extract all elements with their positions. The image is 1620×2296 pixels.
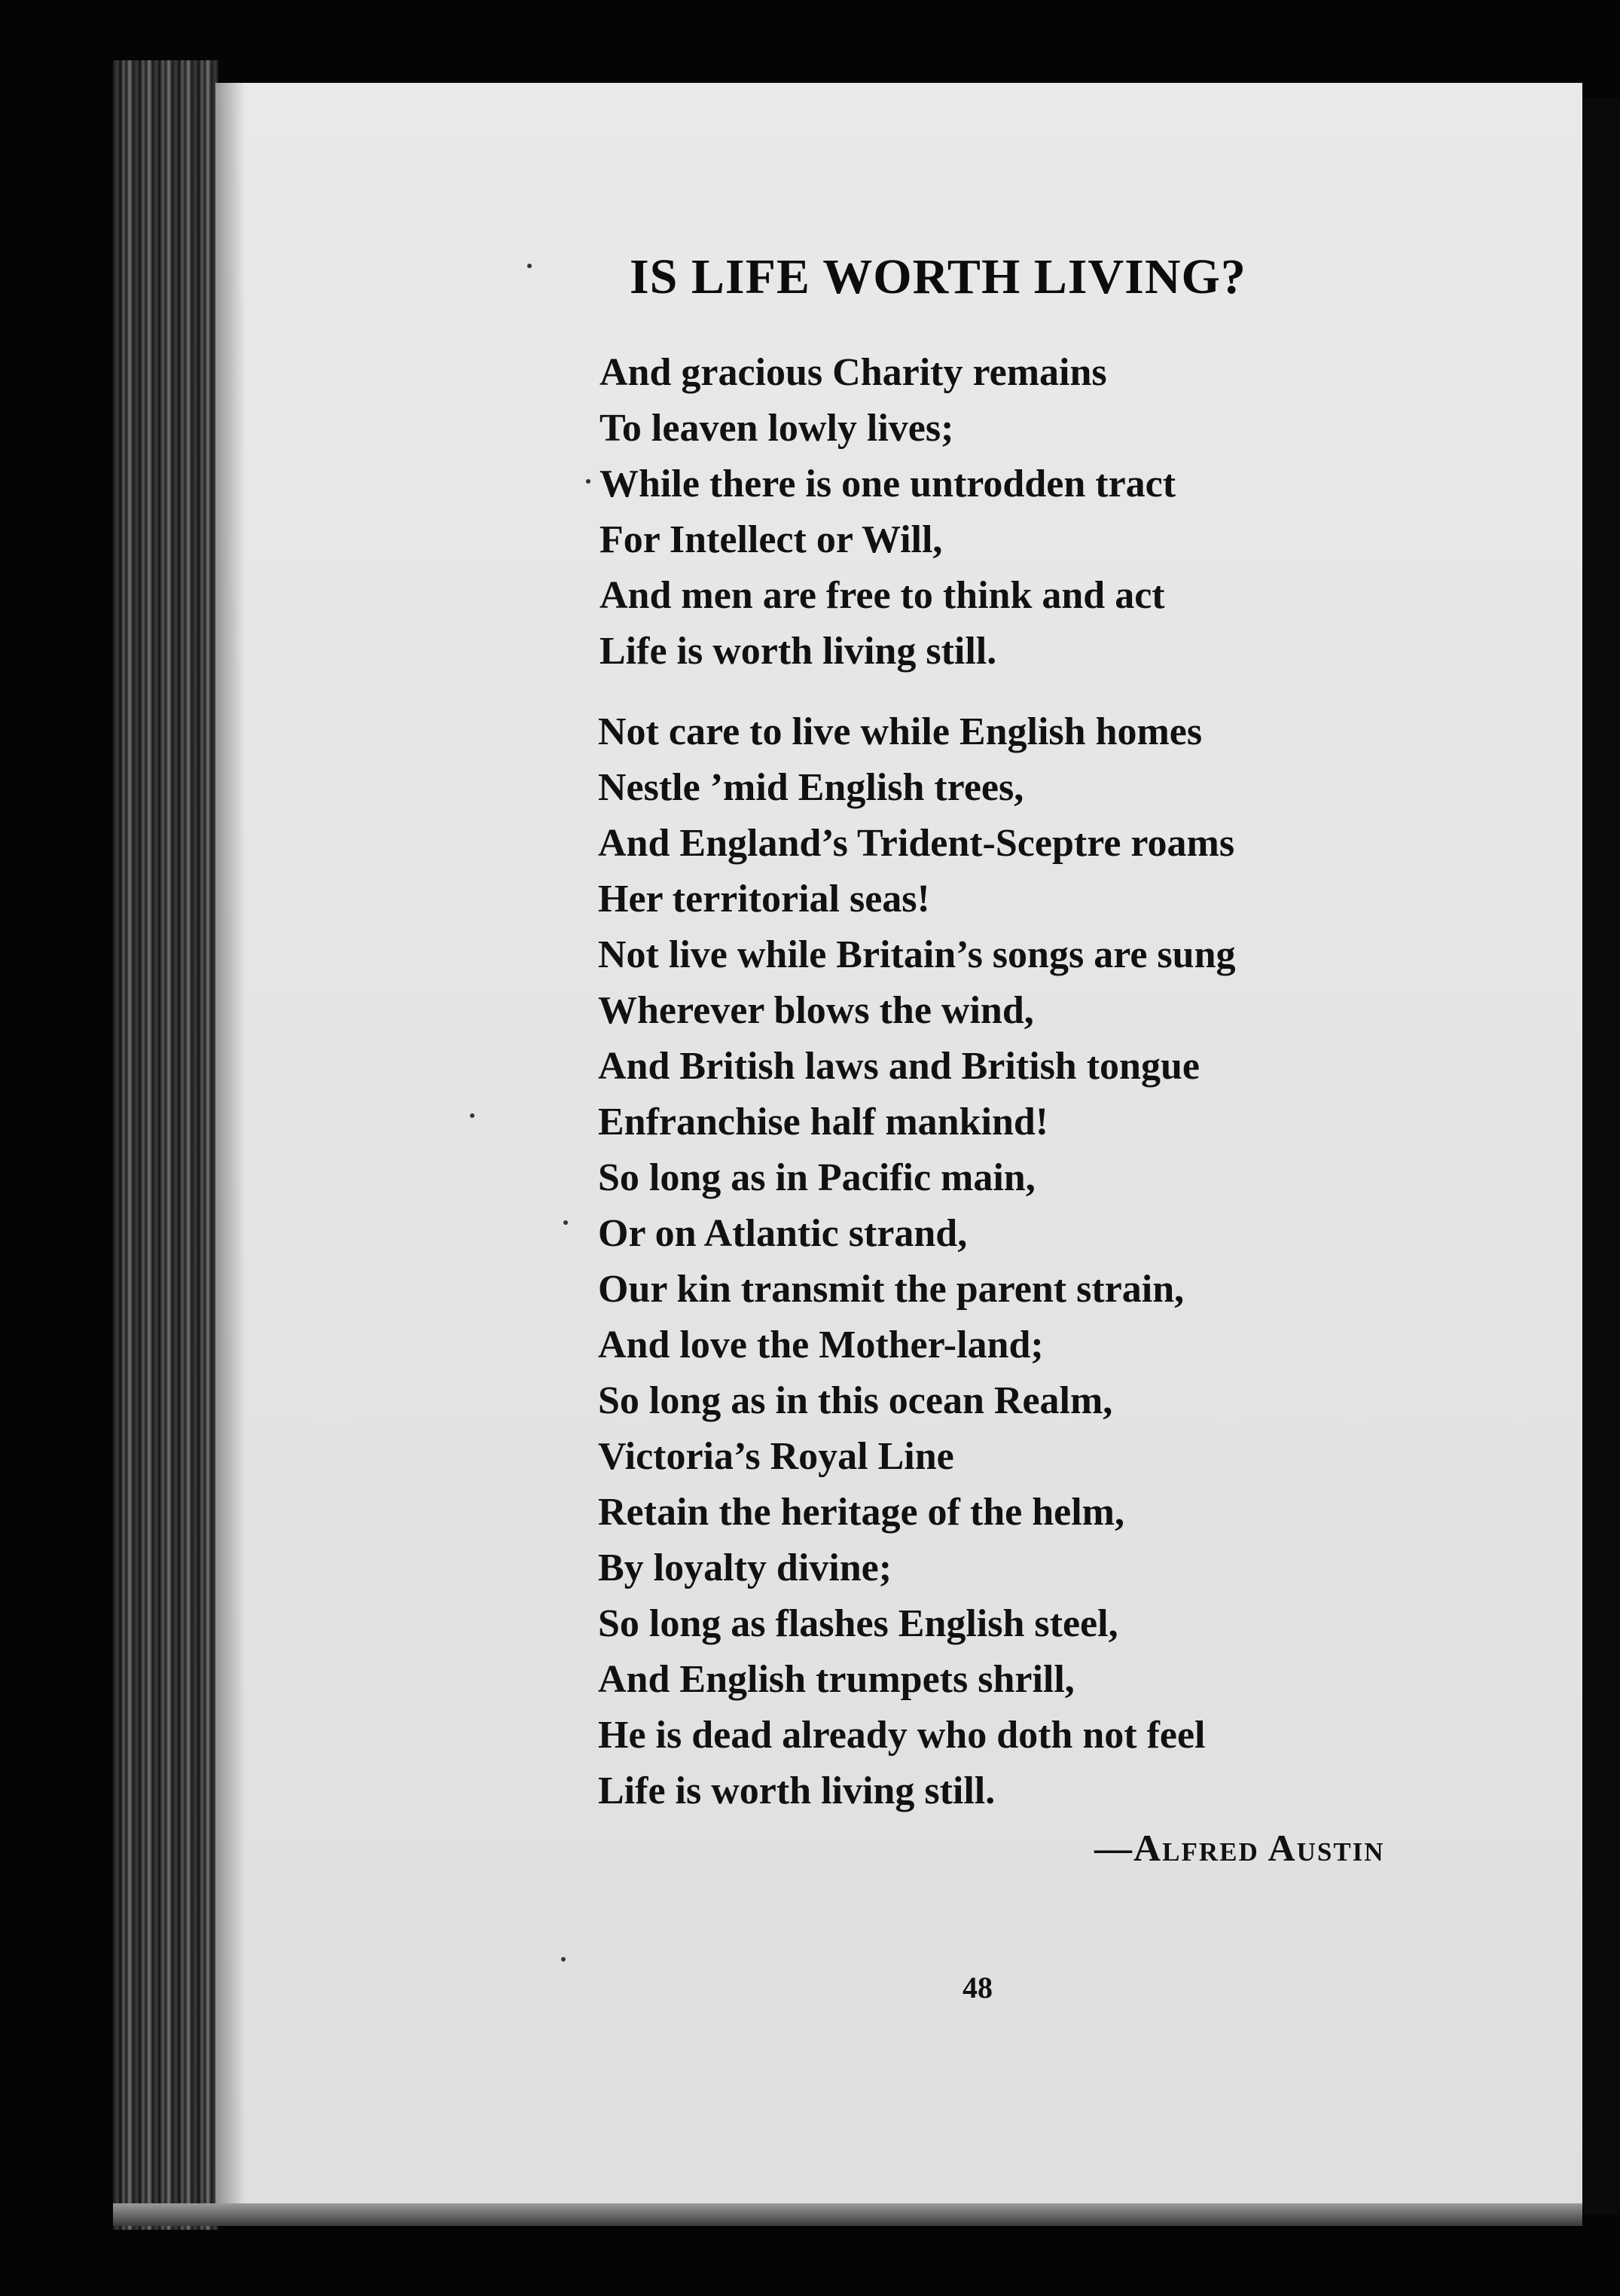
poem-line: Retain the heritage of the helm, bbox=[598, 1491, 1124, 1534]
poem-line: Nestle ’mid English trees, bbox=[598, 766, 1024, 809]
page-gutter-edge bbox=[1582, 98, 1620, 2215]
poem-line: And men are free to think and act bbox=[599, 574, 1165, 617]
scan-speck bbox=[563, 1220, 568, 1225]
poem-line: And love the Mother-land; bbox=[598, 1324, 1044, 1366]
poem-line: While there is one untrodden tract bbox=[599, 463, 1176, 505]
page-bottom-edge bbox=[113, 2203, 1582, 2226]
poem-line: To leaven lowly lives; bbox=[599, 407, 954, 450]
poem-line: Victoria’s Royal Line bbox=[598, 1435, 954, 1478]
poem-line: He is dead already who doth not feel bbox=[598, 1714, 1206, 1757]
poem-line: Or on Atlantic strand, bbox=[598, 1212, 968, 1255]
poem-author: —Alfred Austin bbox=[1094, 1827, 1385, 1869]
poem-line: And English trumpets shrill, bbox=[598, 1658, 1075, 1701]
poem-line: And British laws and British tongue bbox=[598, 1045, 1200, 1088]
poem-line: So long as flashes English steel, bbox=[598, 1602, 1118, 1645]
scan-speck bbox=[527, 264, 532, 268]
scan-speck bbox=[586, 479, 590, 484]
scan-speck bbox=[470, 1113, 474, 1118]
poem-line: And gracious Charity remains bbox=[599, 351, 1107, 394]
poem-stanza-1 bbox=[599, 345, 1176, 679]
poem-line: By loyalty divine; bbox=[598, 1546, 892, 1589]
scan-speck bbox=[561, 1957, 566, 1962]
poem-line: Not care to live while English homes bbox=[598, 710, 1203, 753]
poem-line: Life is worth living still. bbox=[598, 1769, 996, 1812]
poem-line: Her territorial seas! bbox=[598, 878, 930, 921]
poem-line: So long as in Pacific main, bbox=[598, 1156, 1036, 1199]
book-page-edges bbox=[113, 60, 218, 2230]
poem-line: Not live while Britain’s songs are sung bbox=[598, 933, 1236, 976]
poem-line: Our kin transmit the parent strain, bbox=[598, 1268, 1185, 1311]
poem-title: IS LIFE WORTH LIVING? bbox=[630, 249, 1246, 304]
page-number: 48 bbox=[963, 1971, 993, 2004]
poem-stanza-2 bbox=[598, 704, 1236, 1819]
poem-line: And England’s Trident-Sceptre roams bbox=[598, 822, 1235, 865]
poem-line: Life is worth living still. bbox=[599, 630, 997, 673]
poem-line: Wherever blows the wind, bbox=[598, 989, 1034, 1032]
poem-line: So long as in this ocean Realm, bbox=[598, 1379, 1113, 1422]
poem-line: Enfranchise half mankind! bbox=[598, 1101, 1049, 1143]
poem-line: For Intellect or Will, bbox=[599, 518, 943, 561]
